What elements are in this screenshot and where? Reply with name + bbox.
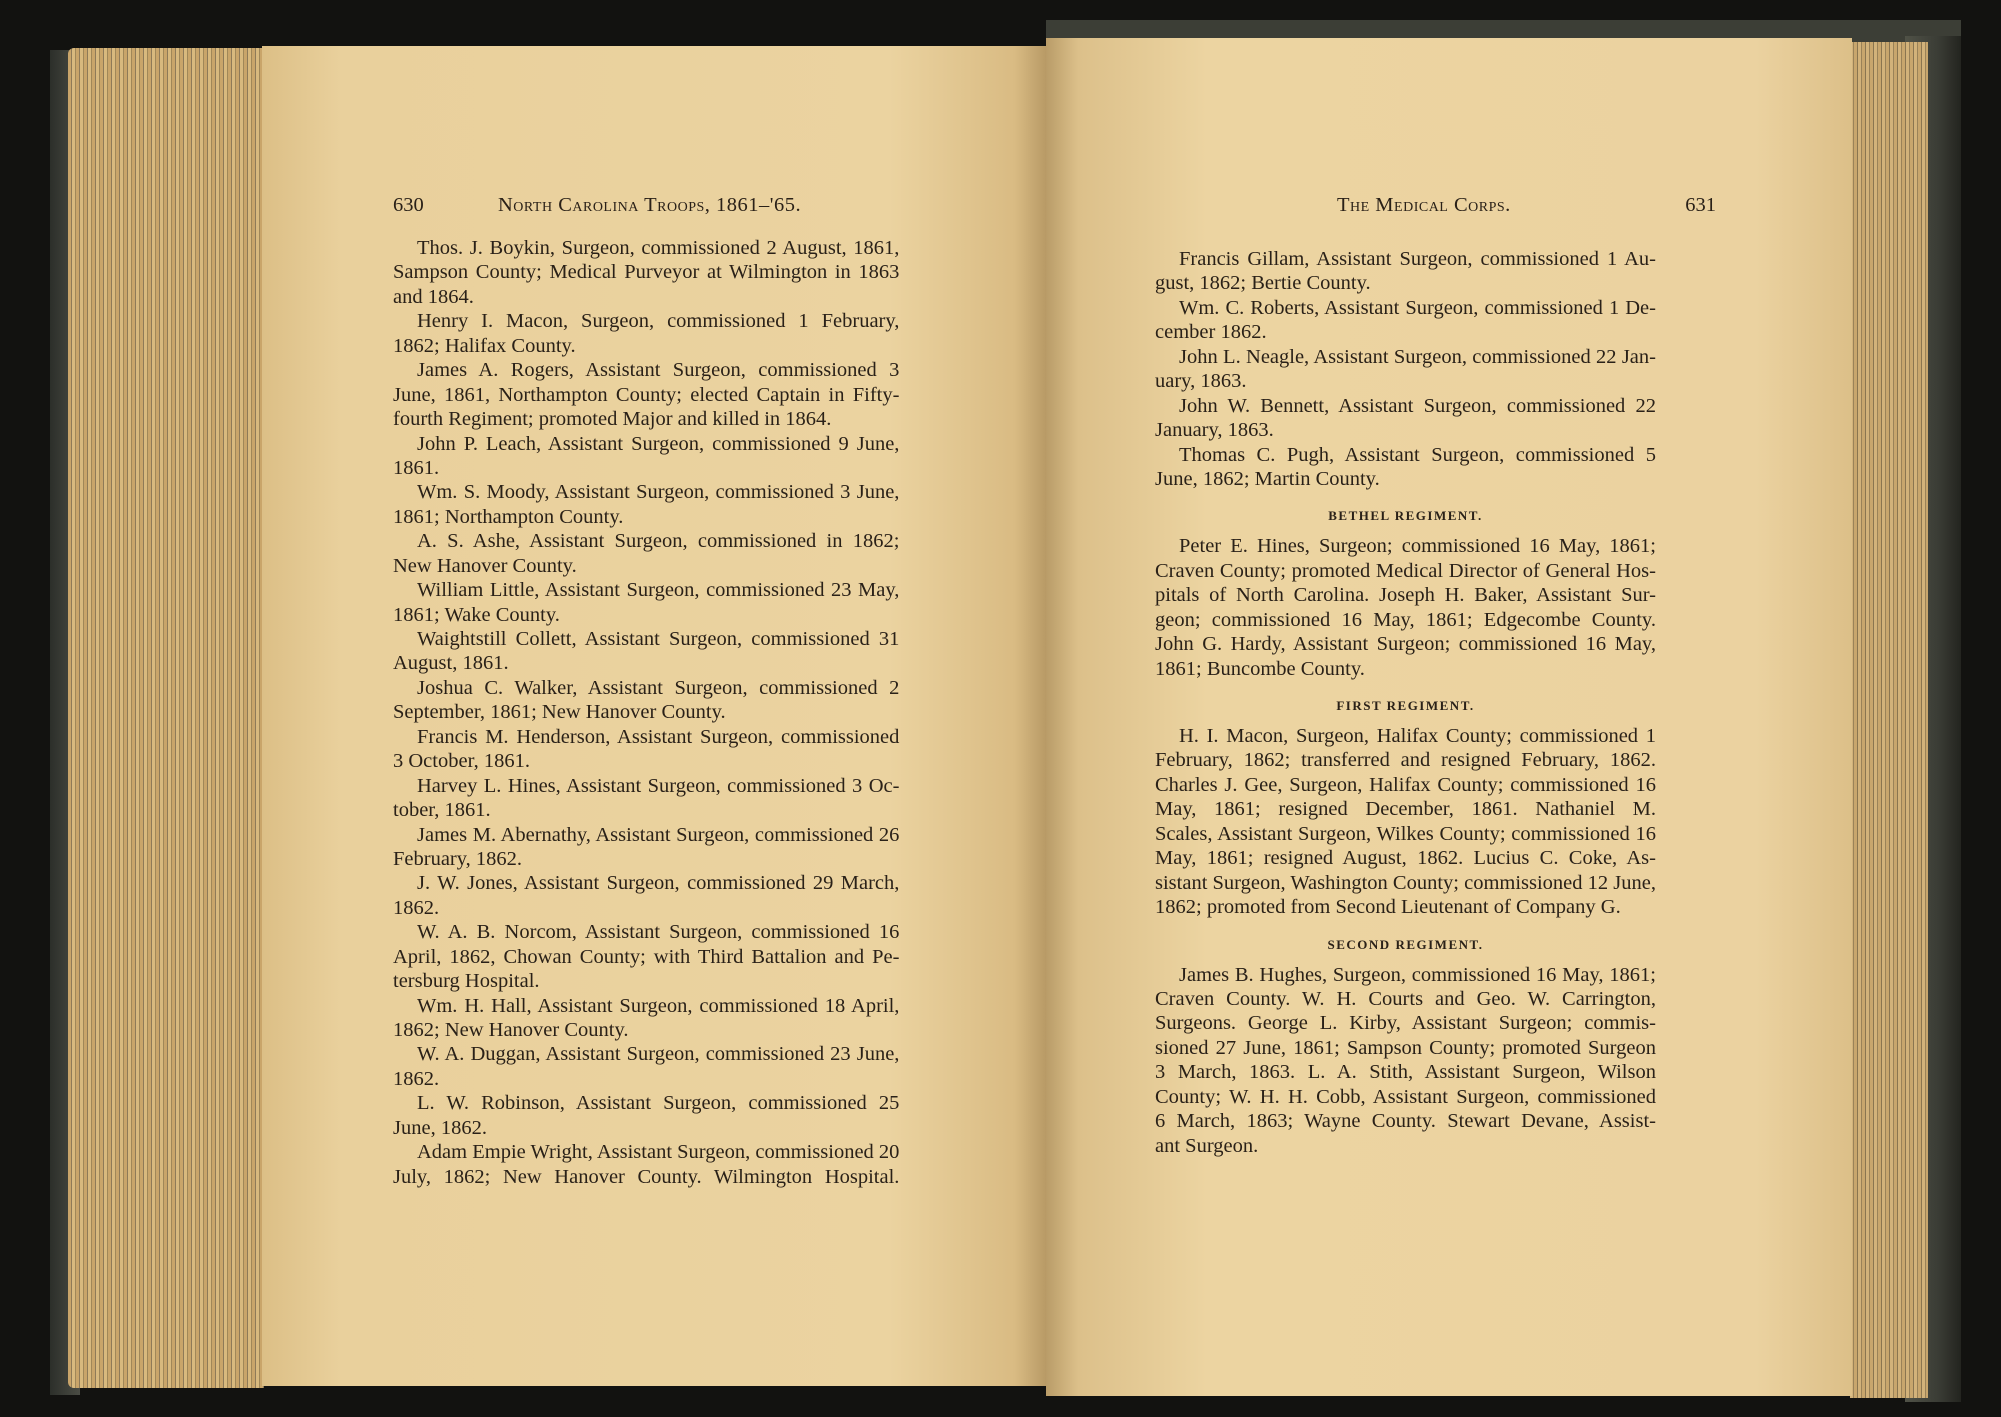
entry-paragraph [393, 676, 899, 725]
text-line: Craven County; promoted Medical Director of General Hos- [1155, 559, 1656, 582]
text-line: 1862. [393, 1067, 440, 1090]
page-number: 630 [393, 194, 424, 216]
running-title: The Medical Corps. [1337, 194, 1511, 216]
text-line: Surgeons. George L. Kirby, Assistant Surgeon; commis- [1155, 1012, 1656, 1035]
text-line: August, 1861. [393, 652, 509, 675]
text-line: Peter E. Hines, Surgeon; commissioned 16 May, 1861; [1179, 535, 1656, 558]
text-line: John G. Hardy, Assistant Surgeon; commissioned 16 May, [1155, 633, 1656, 656]
text-line: Harvey L. Hines, Assistant Surgeon, commissioned 3 Oc- [417, 774, 900, 797]
entry-paragraph [393, 358, 899, 431]
entry-paragraph [393, 920, 899, 993]
entry-paragraph [1155, 724, 1656, 920]
page-number: 631 [1685, 194, 1716, 216]
text-line: Charles J. Gee, Surgeon, Halifax County; commissioned 16 [1155, 773, 1656, 796]
text-line: June, 1862; Martin County. [1155, 467, 1380, 490]
text-line: Adam Empie Wright, Assistant Surgeon, commissioned 20 [417, 1141, 900, 1164]
text-line: 1862. [393, 896, 440, 919]
entry-paragraph [393, 1042, 899, 1091]
entry-paragraph [393, 1140, 899, 1189]
text-line: Thos. J. Boykin, Surgeon, commissioned 2 August, 1861, [417, 237, 900, 259]
text-line: July, 1862; New Hanover County. Wilmington Hospital. [393, 1165, 900, 1188]
entry-paragraph [393, 1091, 899, 1140]
entry-paragraph [1155, 394, 1656, 443]
left-page-body [393, 236, 899, 1189]
text-line: 1862; promoted from Second Lieutenant of Company G. [1155, 896, 1621, 919]
entry-paragraph [393, 309, 899, 358]
entry-paragraph [393, 627, 899, 676]
text-line: Sampson County; Medical Purveyor at Wilmington in 1863 [393, 261, 900, 284]
right-page-body [1155, 247, 1656, 1158]
text-line: Wm. H. Hall, Assistant Surgeon, commissioned 18 April, [417, 994, 900, 1017]
text-line: Joshua C. Walker, Assistant Surgeon, commissioned 2 [417, 676, 900, 699]
text-line: Henry I. Macon, Surgeon, commissioned 1 February, [417, 310, 900, 333]
text-line: 3 October, 1861. [393, 750, 530, 773]
page-edges-left [68, 48, 264, 1388]
section-heading: BETHEL REGIMENT. [1328, 508, 1483, 524]
text-line: Scales, Assistant Surgeon, Wilkes County; commissioned 16 [1155, 822, 1656, 845]
text-line: J. W. Jones, Assistant Surgeon, commissioned 29 March, [417, 872, 900, 895]
text-line: February, 1862; transferred and resigned February, 1862. [1155, 749, 1656, 772]
entry-paragraph [1155, 247, 1656, 296]
entry-paragraph [393, 432, 899, 481]
entry-paragraph [1155, 345, 1656, 394]
entry-paragraph [1155, 963, 1656, 1159]
section-heading: FIRST REGIMENT. [1336, 698, 1475, 713]
text-line: May, 1861; resigned August, 1862. Lucius C. Coke, As- [1155, 847, 1656, 870]
text-line: Craven County. W. H. Courts and Geo. W. Carrington, [1155, 987, 1656, 1010]
text-line: September, 1861; New Hanover County. [393, 701, 726, 724]
text-line: Waightstill Collett, Assistant Surgeon, commissioned 31 [417, 628, 900, 650]
entry-paragraph [393, 236, 899, 309]
entry-paragraph [393, 871, 899, 920]
text-line: W. A. Duggan, Assistant Surgeon, commissioned 23 June, [417, 1043, 900, 1066]
text-line: tober, 1861. [393, 799, 491, 822]
text-line: 6 March, 1863; Wayne County. Stewart Devane, Assist- [1155, 1110, 1656, 1133]
text-line: 3 March, 1863. L. A. Stith, Assistant Surgeon, Wilson [1155, 1061, 1656, 1084]
text-line: Wm. C. Roberts, Assistant Surgeon, commissioned 1 De- [1179, 296, 1656, 319]
entry-paragraph [1155, 296, 1656, 345]
entry-paragraph [1155, 534, 1656, 681]
running-title: North Carolina Troops, 1861–'65. [498, 194, 802, 216]
text-line: John P. Leach, Assistant Surgeon, commissioned 9 June, [417, 432, 900, 455]
entry-paragraph [393, 529, 899, 578]
text-line: W. A. B. Norcom, Assistant Surgeon, commissioned 16 [417, 921, 900, 944]
text-line: sistant Surgeon, Washington County; commissioned 12 June, [1155, 871, 1656, 894]
entry-paragraph [393, 480, 899, 529]
text-line: H. I. Macon, Surgeon, Halifax County; commissioned 1 [1179, 725, 1656, 747]
left-running-head [393, 192, 957, 218]
text-line: February, 1862. [393, 847, 523, 870]
entry-paragraph [393, 774, 899, 823]
text-line: L. W. Robinson, Assistant Surgeon, commissioned 25 [417, 1092, 900, 1115]
text-line: 1861; Northampton County. [393, 505, 624, 528]
text-line: Thomas C. Pugh, Assistant Surgeon, commissioned 5 [1179, 443, 1656, 466]
text-line: 1861. [393, 456, 440, 479]
text-line: William Little, Assistant Surgeon, commissioned 23 May, [417, 579, 900, 602]
entry-paragraph [1155, 443, 1656, 492]
text-line: Francis M. Henderson, Assistant Surgeon, commissioned [417, 725, 900, 748]
text-line: cember 1862. [1155, 321, 1267, 344]
text-line: 1861; Buncombe County. [1155, 657, 1365, 680]
text-line: pitals of North Carolina. Joseph H. Baker, Assistant Sur- [1155, 584, 1656, 607]
text-line: fourth Regiment; promoted Major and killed in 1864. [393, 408, 832, 431]
text-line: tersburg Hospital. [393, 970, 540, 993]
entry-paragraph [393, 725, 899, 774]
text-line: ant Surgeon. [1155, 1134, 1259, 1157]
text-line: 1862; New Hanover County. [393, 1019, 629, 1041]
text-line: John W. Bennett, Assistant Surgeon, commissioned 22 [1179, 394, 1656, 417]
entry-paragraph [393, 823, 899, 872]
entry-paragraph [393, 994, 899, 1043]
text-line: Francis Gillam, Assistant Surgeon, commissioned 1 Au- [1179, 248, 1656, 270]
text-line: James B. Hughes, Surgeon, commissioned 16 May, 1861; [1179, 963, 1656, 986]
text-line: A. S. Ashe, Assistant Surgeon, commissioned in 1862; [417, 530, 900, 553]
entry-paragraph [393, 578, 899, 627]
text-line: uary, 1863. [1155, 370, 1247, 393]
text-line: 1861; Wake County. [393, 603, 560, 626]
text-line: County; W. H. H. Cobb, Assistant Surgeon, commissioned [1155, 1085, 1656, 1108]
text-line: January, 1863. [1155, 419, 1274, 442]
text-line: gust, 1862; Bertie County. [1155, 272, 1371, 295]
text-line: John L. Neagle, Assistant Surgeon, commissioned 22 Jan- [1179, 345, 1656, 368]
text-line: New Hanover County. [393, 554, 577, 577]
text-line: James M. Abernathy, Assistant Surgeon, commissioned 26 [417, 823, 900, 846]
section-heading: SECOND REGIMENT. [1327, 936, 1484, 952]
text-line: May, 1861; resigned December, 1861. Nathaniel M. [1155, 798, 1656, 821]
text-line: geon; commissioned 16 May, 1861; Edgecombe County. [1155, 608, 1656, 631]
text-line: Wm. S. Moody, Assistant Surgeon, commissioned 3 June, [417, 481, 900, 504]
page-edges-right [1850, 42, 1928, 1398]
text-line: June, 1861, Northampton County; elected Captain in Fifty- [393, 383, 900, 406]
text-line: 1862; Halifax County. [393, 334, 576, 357]
text-line: and 1864. [393, 285, 474, 308]
text-line: sioned 27 June, 1861; Sampson County; promoted Surgeon [1155, 1036, 1656, 1059]
text-line: June, 1862. [393, 1116, 487, 1139]
right-running-head [1155, 192, 1716, 218]
text-line: James A. Rogers, Assistant Surgeon, commissioned 3 [417, 359, 900, 382]
text-line: April, 1862, Chowan County; with Third Battalion and Pe- [393, 945, 900, 968]
